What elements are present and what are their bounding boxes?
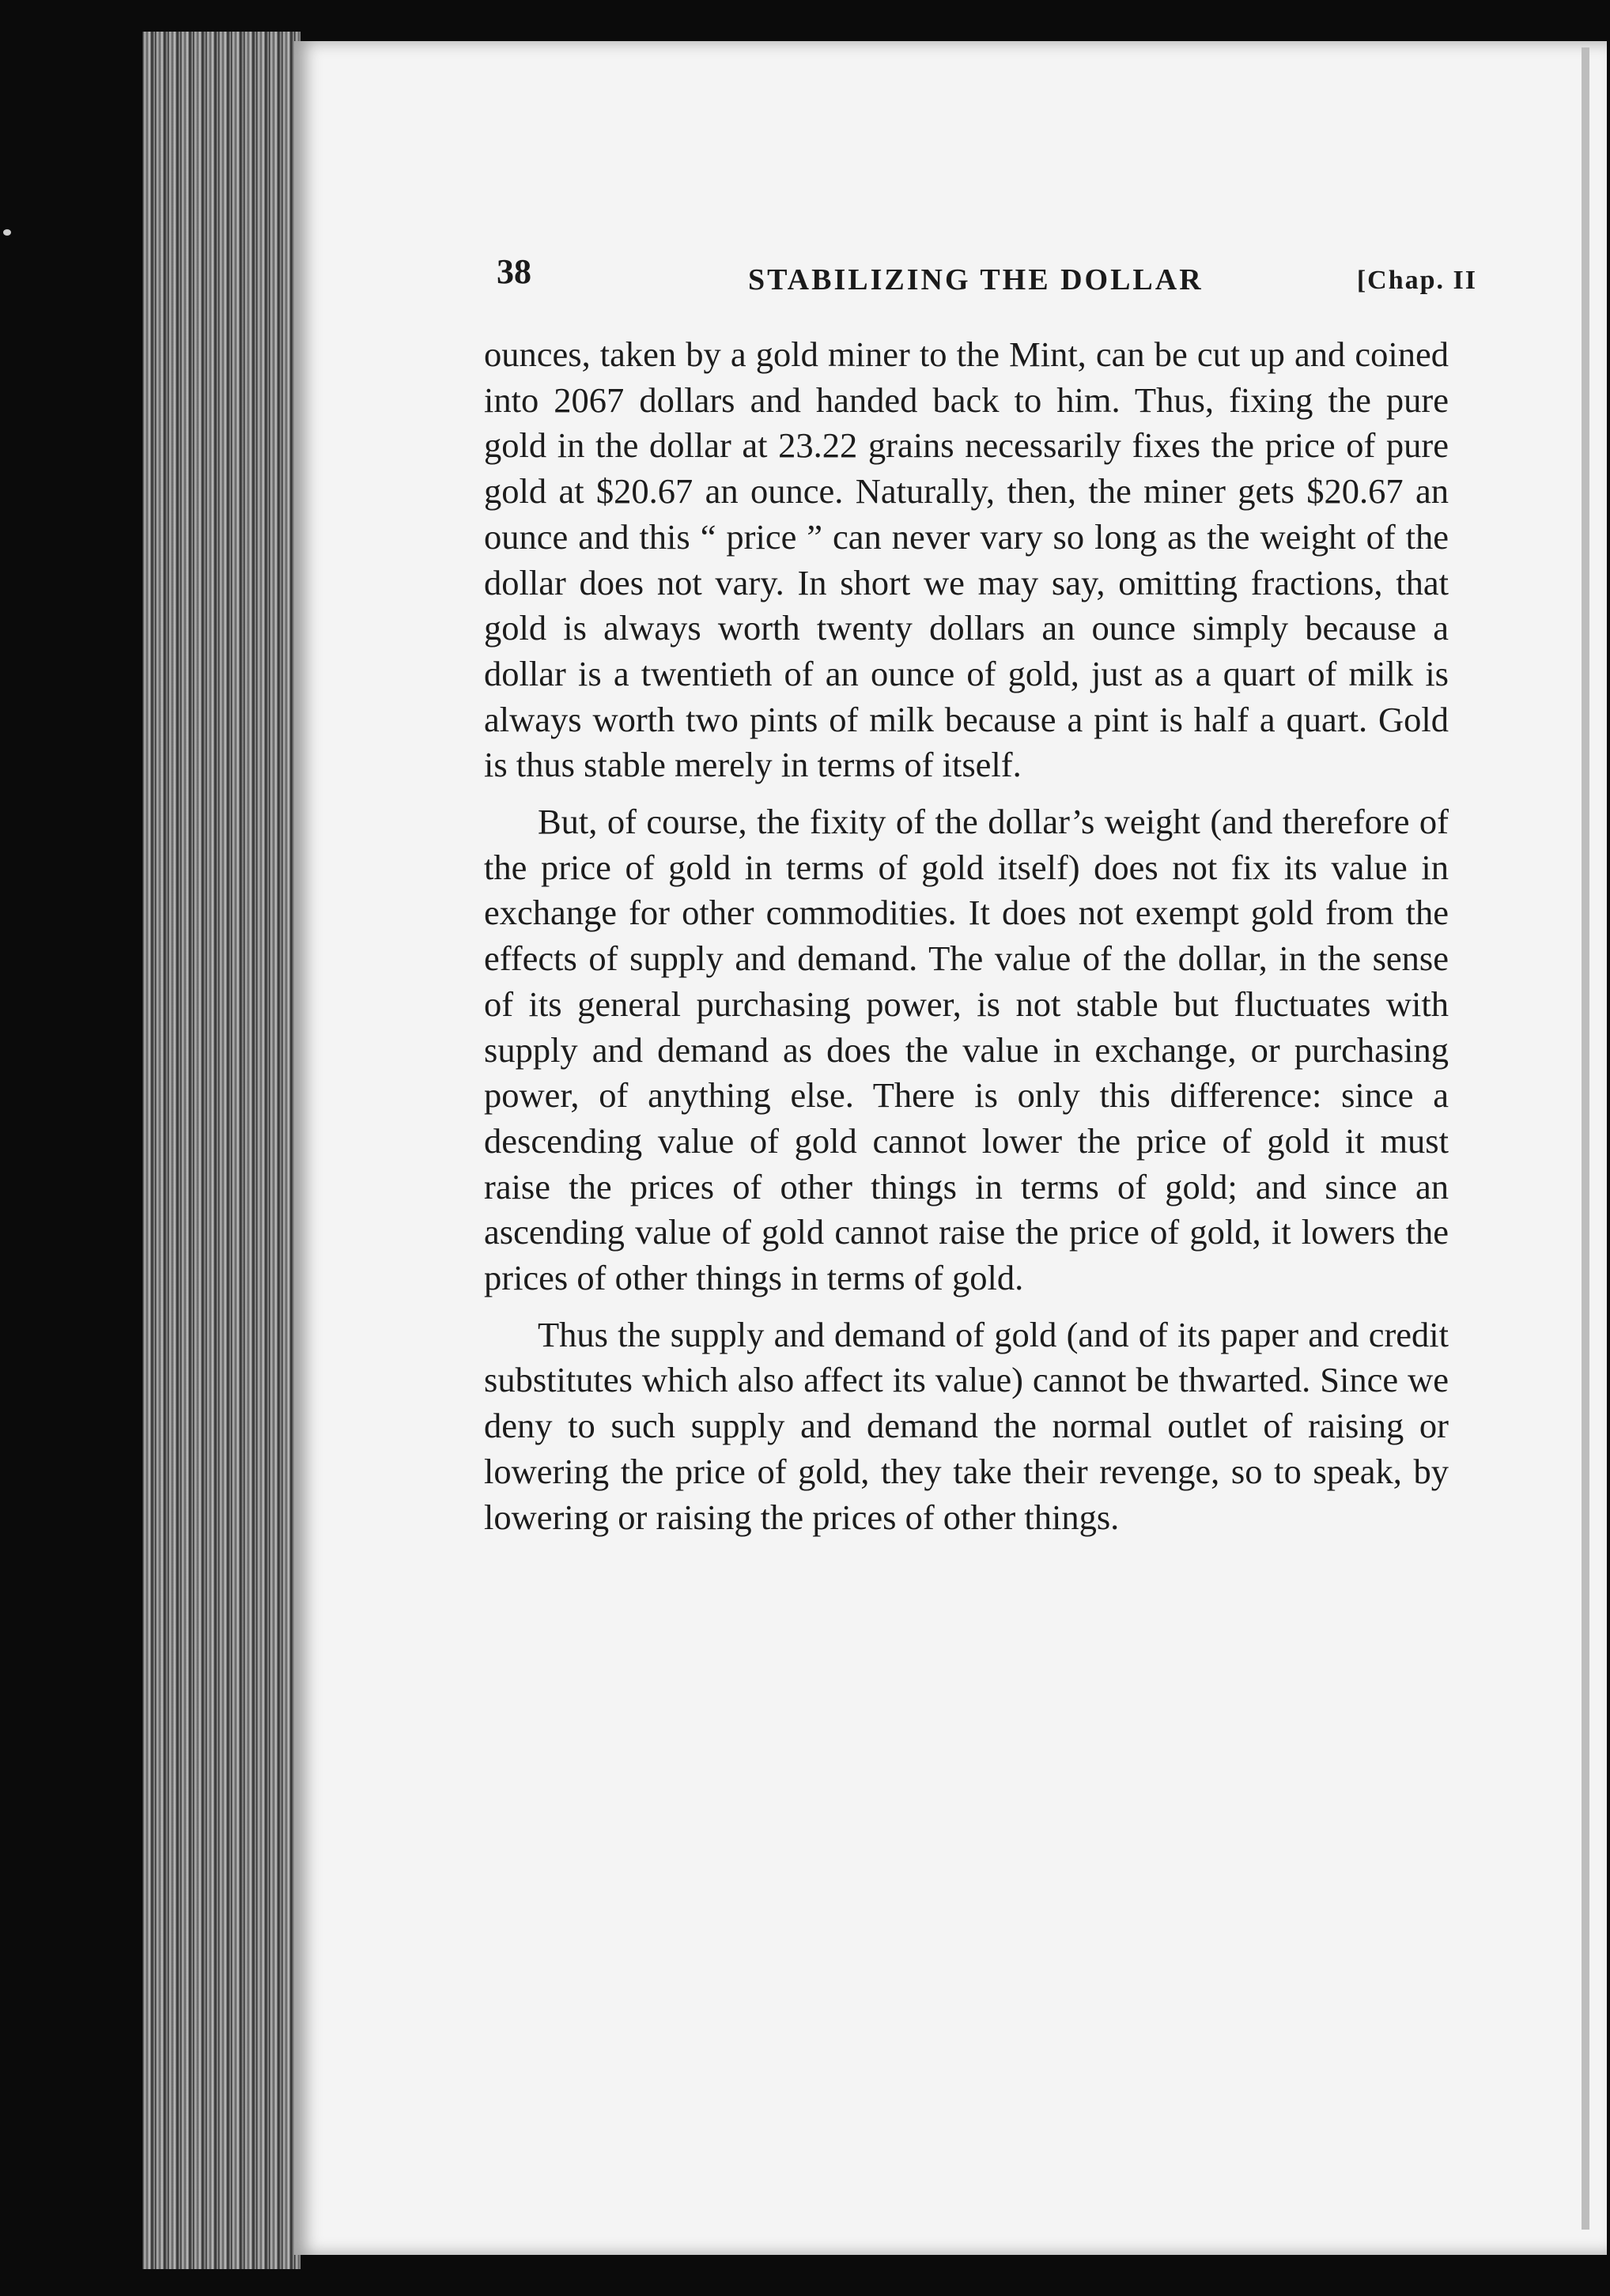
book-binding-edge: [142, 32, 300, 2269]
scan-speck: [3, 229, 11, 236]
paragraph-1: ounces, taken by a gold miner to the Mint, can be cut up and coined into 2067 dollars and handed back to him. Thus, fixing the pure gold in the dollar at 23.22 grains necessarily fixes the price of pure gold at $20.67 an ounce. Naturally, then, the miner gets $20.67 an ounce and this “ price ” can never vary so long as the weight of the dollar does not vary. In short we may say, omitting fractions, that gold is always worth twenty dollars an ounce simply because a dollar is a twentieth of an ounce of gold, just as a quart of milk is always worth two pints of milk because a pint is half a quart. Gold is thus stable merely in terms of itself.: [484, 334, 1449, 785]
page-number: 38: [497, 252, 531, 291]
paragraph-3: Thus the supply and demand of gold (and of its paper and credit substitutes which also affect its value) cannot be thwarted. Since we deny to such supply and demand the normal outlet of raising or lowering the price of gold, they take their revenge, so to speak, by lowering or raising the prices of other things.: [484, 1314, 1449, 1537]
chapter-label: [Chap. II: [1356, 266, 1477, 295]
page-header: [497, 251, 1477, 299]
running-title: STABILIZING THE DOLLAR: [748, 263, 1204, 296]
body-text: [484, 332, 1449, 1540]
page-right-edge: [1582, 47, 1589, 2230]
paragraph-2: But, of course, the fixity of the dollar’s weight (and therefore of the price of gold in terms of gold itself) does not fix its value in exchange for other commodities. It does not exempt gold from the effects of supply and demand. The value of the dollar, in the sense of its general purchasing power, is not stable but fluctuates with supply and demand as does the value in exchange, or purchasing power, of anything else. There is only this difference: since a descending value of gold cannot lower the price of gold it must raise the prices of other things in terms of gold; and since an ascending value of gold cannot raise the price of gold, it lowers the prices of other things in terms of gold.: [484, 802, 1449, 1298]
